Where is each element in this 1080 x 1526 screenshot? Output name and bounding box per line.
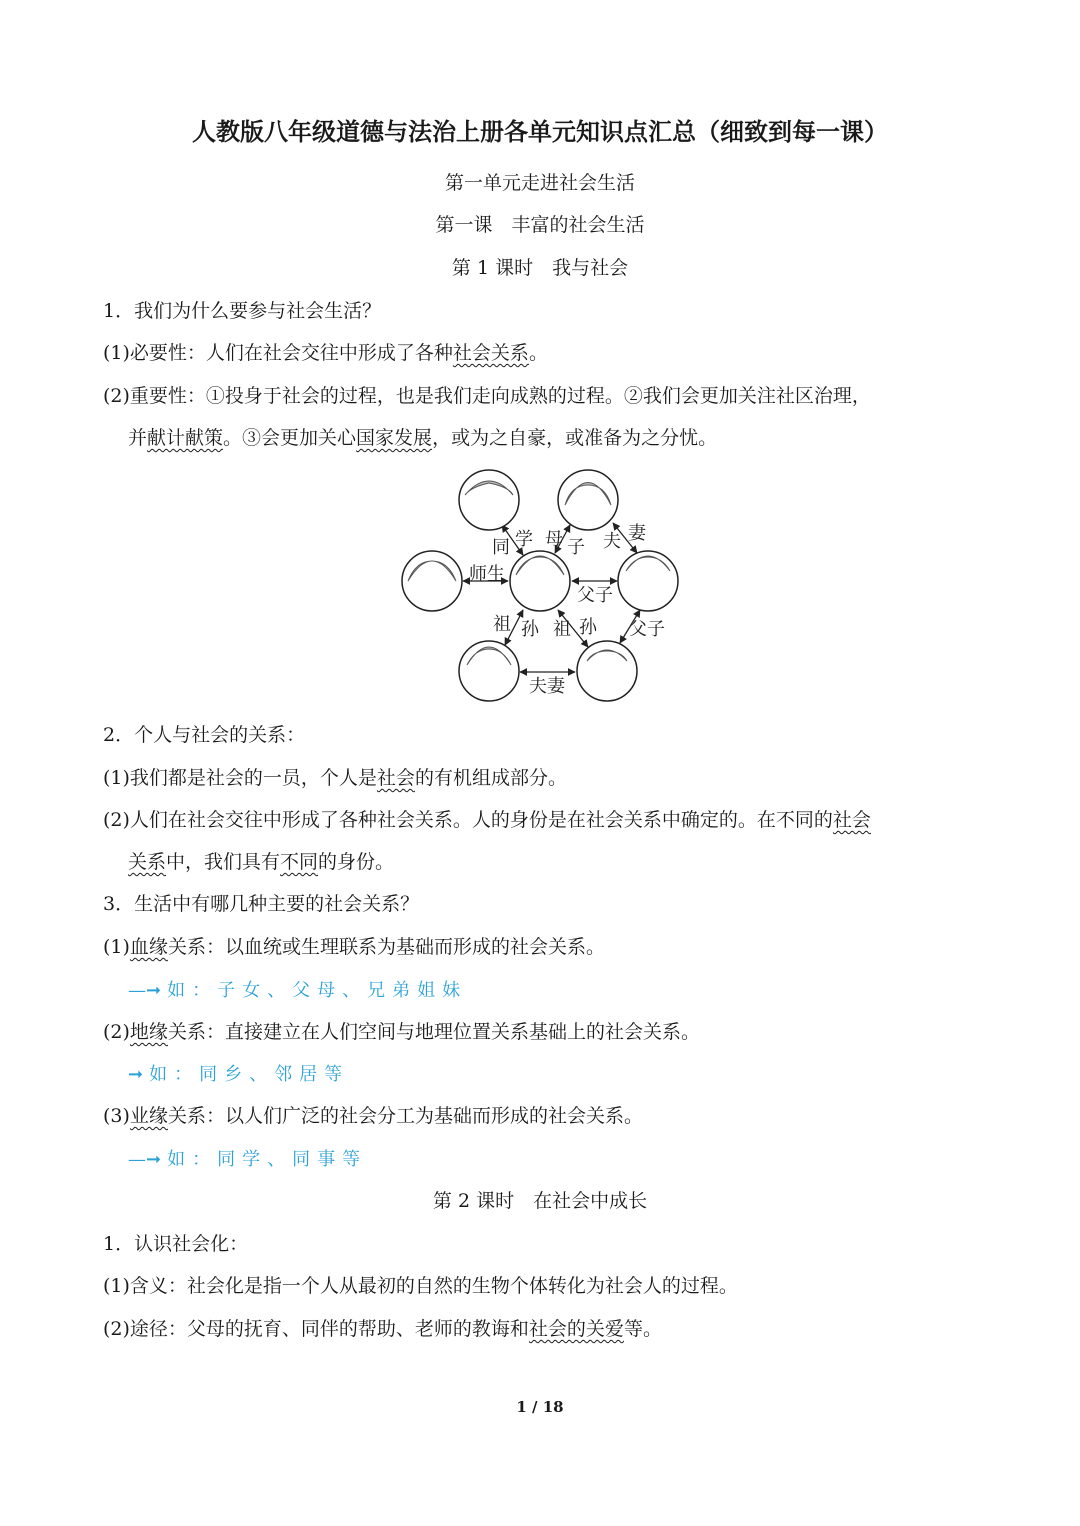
key-term: 不同: [280, 851, 319, 873]
diagram-label: 祖: [493, 614, 511, 635]
key-term: 社会关系: [452, 342, 529, 364]
diagram-label: 孙: [579, 617, 597, 638]
page-number: 1 / 18: [516, 1398, 564, 1416]
diagram-label: 孙: [521, 619, 539, 640]
avatar-father: [618, 551, 678, 611]
arrow-icon: —➞: [128, 980, 162, 1001]
text-line: [103, 338, 548, 365]
diagram-label: 夫妻: [529, 676, 565, 697]
diagram-label: 师生: [469, 564, 505, 585]
text-segment: 1．我们为什么要参与社会生活？: [103, 300, 382, 322]
text-line: [103, 1229, 248, 1256]
text-line: [128, 423, 717, 450]
text-segment: (1)我们都是社会的一员，个人是: [103, 767, 377, 789]
key-term: 献计献策: [147, 427, 224, 449]
diagram-label: 妻: [628, 523, 646, 544]
key-term: 地缘: [129, 1021, 168, 1043]
text-segment: 。: [528, 342, 548, 364]
text-segment: 关系：以人们广泛的社会分工为基础而形成的社会关系。: [167, 1105, 643, 1127]
diagram-label: 同: [492, 537, 510, 558]
note-text: 如：同乡、邻居等: [149, 1064, 350, 1085]
text-line: [103, 889, 419, 916]
text-line: [103, 1017, 700, 1044]
text-segment: 的有机组成部分。: [414, 767, 567, 789]
text-segment: (2)途径：父母的抚育、同伴的帮助、老师的教诲和: [103, 1318, 529, 1340]
avatar-teacher: [402, 551, 462, 611]
diagram-label: 子: [567, 537, 585, 558]
text-segment: 。③会更加关心: [223, 427, 357, 449]
social-relations-diagram: [395, 465, 695, 710]
example-note: [128, 1145, 367, 1171]
text-segment: (1)含义：社会化是指一个人从最初的自然的生物个体转化为社会人的过程。: [103, 1275, 738, 1297]
note-text: 如：同学、同事等: [167, 1149, 368, 1170]
unit-heading: 第一单元走进社会生活: [444, 172, 635, 194]
diagram-label: 学: [515, 529, 533, 550]
text-line: [103, 296, 381, 323]
lesson-heading: 第一课 丰富的社会生活: [435, 214, 645, 236]
arrow-icon: —➞: [128, 1149, 162, 1170]
text-line: [103, 805, 871, 832]
key-term: 关系: [128, 851, 167, 873]
document-title: 人教版八年级道德与法治上册各单元知识点汇总（细致到每一课）: [192, 118, 888, 146]
key-term: 国家发展: [356, 427, 433, 449]
text-segment: 2．个人与社会的关系：: [103, 724, 306, 746]
text-line: [103, 1271, 738, 1298]
text-line: [103, 381, 871, 408]
text-segment: (3): [103, 1105, 130, 1127]
text-segment: (2)重要性：①投身于社会的过程，也是我们走向成熟的过程。②我们会更加关注社区治理，: [103, 385, 871, 407]
key-term: 社会: [832, 809, 871, 831]
text-segment: 1．认识社会化：: [103, 1233, 249, 1255]
example-note: [128, 1060, 349, 1086]
text-line: [103, 1314, 662, 1341]
avatar-self: [510, 551, 570, 611]
key-term: 业缘: [129, 1105, 168, 1127]
key-term: 社会的关爱: [528, 1318, 624, 1340]
text-segment: 中，我们具有: [166, 851, 281, 873]
text-line: [103, 763, 567, 790]
avatar-classmate: [459, 470, 519, 530]
example-note: [128, 976, 467, 1002]
key-term: 血缘: [129, 936, 168, 958]
diagram-label: 父子: [629, 619, 665, 640]
diagram-label: 父子: [577, 585, 613, 606]
avatar-grandmother: [459, 641, 519, 701]
text-line: [103, 720, 305, 747]
text-segment: (2): [103, 1021, 130, 1043]
text-segment: 关系：以血统或生理联系为基础而形成的社会关系。: [167, 936, 605, 958]
text-segment: (1): [103, 936, 130, 958]
text-segment: 并: [128, 427, 148, 449]
text-segment: (2)人们在社会交往中形成了各种社会关系。人的身份是在社会关系中确定的。在不同的: [103, 809, 833, 831]
diagram-label: 母: [545, 529, 563, 550]
text-segment: 的身份。: [318, 851, 395, 873]
text-segment: (1)必要性：人们在社会交往中形成了各种: [103, 342, 453, 364]
note-text: 如：子女、父母、兄弟姐妹: [167, 980, 468, 1001]
text-line: [103, 932, 605, 959]
text-segment: 等。: [623, 1318, 662, 1340]
text-segment: ，或为之自豪，或准备为之分忧。: [432, 427, 718, 449]
arrow-icon: ➞: [128, 1064, 144, 1085]
diagram-label: 祖: [553, 619, 571, 640]
diagram-label: 夫: [603, 531, 621, 552]
text-segment: 3．生活中有哪几种主要的社会关系？: [103, 893, 420, 915]
text-line: [128, 847, 394, 874]
text-line: [103, 1101, 643, 1128]
key-term: 社会: [376, 767, 415, 789]
period-heading-1: 第 1 课时 我与社会: [451, 257, 629, 279]
text-segment: 关系：直接建立在人们空间与地理位置关系基础上的社会关系。: [167, 1021, 700, 1043]
period-heading-2: 第 2 课时 在社会中成长: [432, 1190, 648, 1212]
